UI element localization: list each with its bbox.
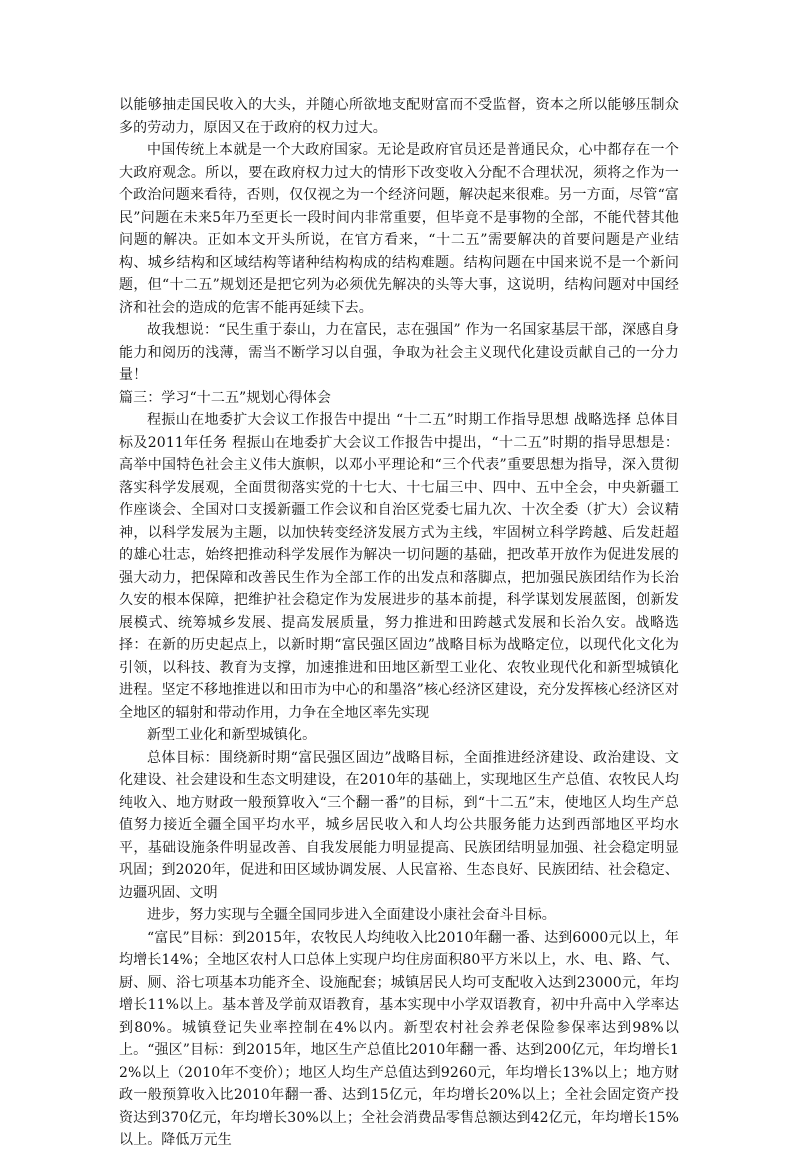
paragraph-overall-goal: 总体目标：围绕新时期“富民强区固边”战略目标，全面推进经济建设、政治建设、文化建设、社会建设和生态文明建设，在2010年的基础上，实现地区生产总值、农牧民人均纯收入、地方财政一般预算收入“三个翻一番”的目标，到“十二五”末，使地区人均生产总值努力接近全疆全国平均水平，城乡居民收入和人均公共服务能力达到西部地区平均水平，基础设施条件明显改善、自我发展能力明显提高、民族团结明显加强、社会稳定明显巩固；到2020年，促进和田区域协调发展、人民富裕、生态良好、民族团结、社会稳定、边疆巩固、文明 [119,749,679,901]
document-page [119,94,679,1152]
section-heading: 篇三：学习“十二五”规划心得体会 [119,389,331,406]
paragraph-big-government: 中国传统上本就是一个大政府国家。无论是政府官员还是普通民众，心中都存在一个大政府观念。所以，要在政府权力过大的情形下改变收入分配不合理状况，须将之作为一个政治问题来看待，否则，仅仅视之为一个经济问题，解决起来很难。另一方面，尽管“富民”问题在未来5年乃至更长一段时间内非常重要，但毕竟不是事物的全部，不能代替其他问题的解决。正如本文开头所说，在官方看来，“十二五”需要解决的首要问题是产业结构、城乡结构和区域结构等诸种结构构成的结构难题。结构问题在中国来说不是一个新问题，但“十二五”规划还是把它列为必须优先解决的头等大事，这说明，结构问题对中国经济和社会的造成的危害不能再延续下去。 [119,142,679,316]
paragraph-conclusion: 故我想说：“民生重于泰山，力在富民，志在强国” 作为一名国家基层干部，深感自身能力和阅历的浅薄，需当不断学习以自强，争取为社会主义现代化建设贡献自己的一分力量！ [119,322,679,383]
paragraph-continuation: 以能够抽走国民收入的大头，并随心所欲地支配财富而不受监督，资本之所以能够压制众多的劳动力，原因又在于政府的权力过大。 [119,97,679,136]
paragraph-guiding-thought: 程振山在地委扩大会议工作报告中提出 “十二五”时期工作指导思想 战略选择 总体目标及2011年任务 程振山在地委扩大会议工作报告中提出，“十二五”时期的指导思想是：高举中国特色社会主义伟大旗帜，以邓小平理论和“三个代表”重要思想为指导，深入贯彻落实科学发展观，全面贯彻落实党的十七大、十七届三中、四中、五中全会，中央新疆工作座谈会、全国对口支援新疆工作会议和自治区党委七届九次、十次全委（扩大）会议精神，以科学发展为主题，以加快转变经济发展方式为主线，牢固树立科学跨越、后发赶超的雄心壮志，始终把推动科学发展作为解决一切问题的基础，把改革开放作为促进发展的强大动力，把保障和改善民生作为全部工作的出发点和落脚点，把加强民族团结作为长治久安的根本保障，把维护社会稳定作为发展进步的基本前提，科学谋划发展蓝图，创新发展模式、统筹城乡发展、提高发展质量，努力推进和田跨越式发展和长治久安。战略选择：在新的历史起点上，以新时期“富民强区固边”战略目标为战略定位，以现代化文化为引领，以科技、教育为支撑，加速推进和田地区新型工业化、农牧业现代化和新型城镇化进程。坚定不移地推进以和田市为中心的和墨洛”核心经济区建设，充分发挥核心经济区对全地区的辐射和带动作用，力争在全地区率先实现 [119,412,679,721]
paragraph-new-industrialization: 新型工业化和新型城镇化。 [147,727,317,743]
paragraph-progress: 进步，努力实现与全疆全国同步进入全面建设小康社会奋斗目标。 [147,907,556,923]
paragraph-fumin-goal: “富民”目标：到2015年，农牧民人均纯收入比2010年翻一番、达到6000元以上，年均增长14%；全地区农村人口总体上实现户均住房面积80平方米以上，水、电、路、气、厨、厕、浴七项基本功能齐全、设施配套；城镇居民人均可支配收入达到23000元，年均增长11%以上。基本普及学前双语教育，基本实现中小学双语教育，初中升高中入学率达到80%。城镇登记失业率控制在4%以内。新型农村社会养老保险参保率达到98%以上。“强区”目标：到2015年，地区生产总值比2010年翻一番、达到200亿元，年均增长12%以上（2010年不变价）；地区人均生产总值达到9260元，年均增长13%以上；地方财政一般预算收入比2010年翻一番、达到15亿元，年均增长20%以上；全社会固定资产投资达到370亿元，年均增长30%以上；全社会消费品零售总额达到42亿元，年均增长15%以上。降低万元生 [119,929,679,1148]
